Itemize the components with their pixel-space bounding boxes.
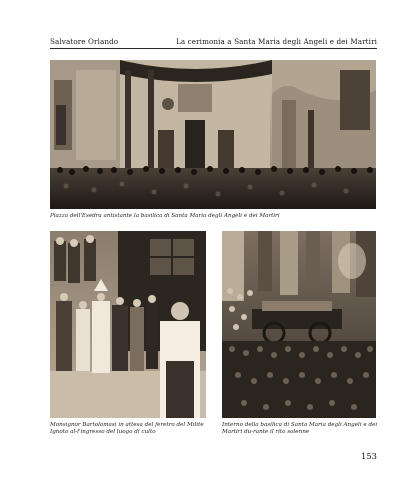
photo-basilica-interior — [222, 231, 376, 418]
running-header — [50, 34, 377, 49]
header-author: Salvatore Orlando — [50, 37, 119, 46]
photo-basilica-interior-image — [222, 231, 376, 418]
caption-top-photo: Piazza dell'Esedra antistante la basilica di Santa Maria degli Angeli e dei Martiri — [50, 213, 280, 219]
caption-bottom-left-photo: Monsignor Bartolomasi in attesa del feretro del Milite Ignoto al-l'ingresso del luogo di culto — [50, 422, 204, 436]
photo-clergy-entrance-image — [50, 231, 206, 418]
page-number: 153 — [361, 451, 377, 461]
photo-basilica-facade-image — [50, 60, 376, 209]
header-chapter-title: La cerimonia a Santa Maria degli Angeli e dei Martiri — [176, 37, 377, 46]
caption-bottom-right-photo: Interno della basilica di Santa Maria degli Angeli e dei Martiri du-rante il rito solenne — [222, 422, 378, 436]
photo-basilica-facade — [50, 60, 376, 209]
photo-clergy-entrance — [50, 231, 206, 418]
